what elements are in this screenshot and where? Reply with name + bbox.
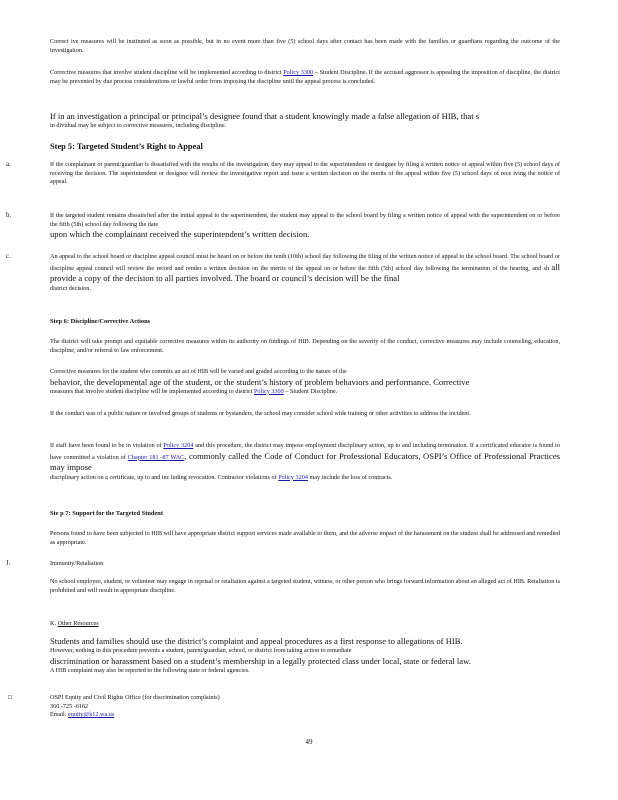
text: Other Resources	[57, 620, 99, 627]
corrective-actions-para: The district will take prompt and equitable corrective measures within its authority on findings of HIB. Depending on the severity of the conduct, corrective measures may include counseling, education, discipline, and/or referral to law enforcement.	[50, 338, 560, 354]
text: K.	[50, 620, 57, 627]
text: behavior, the developmental age of the student, or the student’s history of problem behaviors and performance. Corrective	[50, 376, 470, 387]
text: – Student Discipline.	[283, 387, 338, 395]
checkbox-bullet-icon: □	[8, 694, 13, 701]
text: discrimination or harassment based on a student’s membership in a legally protected class under local, state or federal law.	[50, 655, 471, 666]
section-j-title	[50, 560, 560, 569]
policy-3300-link[interactable]: Policy 3300	[283, 69, 314, 76]
text: in dividual may be subject to corrective measures, including discipline.	[50, 122, 227, 129]
text: 360 -725 -6162	[50, 702, 89, 710]
text: OSPI Equity and Civil Rights Office (for discrimination complaints)	[50, 694, 220, 701]
text: district decision.	[50, 284, 91, 292]
page-number: 49	[305, 738, 313, 746]
text: upon which the complainant received the superintendent’s written decision.	[50, 229, 310, 240]
section-k-title	[50, 620, 560, 629]
item-c-label: c.	[6, 253, 11, 260]
support-para: Persons found to have been subjected to HIB will have appropriate district support services made available to them, and the adverse impact of the harassment on the student shall be addressed and remedied as appropriate.	[50, 530, 560, 546]
item-b-label: b.	[6, 212, 12, 219]
other-resources-para	[50, 636, 560, 675]
text: Immunity/Retaliation	[50, 560, 104, 567]
appeal-to-board	[50, 212, 560, 240]
ospi-email-link[interactable]: equity@k12.wa.us	[68, 711, 115, 719]
corrective-measures-discipline	[50, 69, 560, 86]
schoolwide-training-para: If the conduct was of a public nature or involved groups of students or bystanders, the school may consider school wide training or other activities to address the incident.	[50, 410, 471, 417]
text: , commonly called the Code of Conduct for Professional Educators, OSPI’s Office of Professional Practices may impose	[50, 450, 560, 473]
ospi-contact	[50, 694, 560, 720]
text: all provide a copy of the decision to all parties involved. The board or council’s decision will be the final	[50, 261, 560, 284]
text: Students and families should use the district’s complaint and appeal procedures as a first response to allegations of HIB.	[50, 636, 463, 646]
appeal-to-superintendent: If the complainant or parent/guardian is dissatisfied with the results of the investigation, they may appeal to the superintendent or designee by filing a written notice of appeal within five (5) school days of receiving the decision. The superintendent or designee will review the investigative report and issue a written decision on the merits of the appeal within five (5) school days of rece iving the notice of appeal.	[50, 161, 560, 186]
text: disciplinary action on a certificate, up to and inc luding revocation. Contractor violations of	[50, 473, 279, 481]
text: Email:	[50, 711, 69, 719]
text: An appeal to the school board or discipline appeal council must be heard on or before the tenth (10th) school day following the filing of the written notice of appeal to the school board. The school board or discipline appeal council will review the record and render a written decision on the merits of the appeal on or before the fifth (5th) school day following the termination of the hearing, and sh	[50, 253, 560, 272]
text: Corrective measures that involve student discipline will be implemented according to district	[50, 69, 284, 76]
text: If in an investigation a principal or principal’s designee found that a student knowingly made a false allegation of HIB, that s	[50, 111, 480, 121]
text: A HIB complaint may also be reported to the following state or federal agencies.	[50, 666, 250, 674]
step-5-heading: Step 5: Targeted Student’s Right to Appeal	[50, 142, 203, 151]
chapter-181-87-wac-link[interactable]: Chapter 181 -87 WAC	[127, 453, 185, 461]
text: If the targeted student remains dissatisfied after the initial appeal to the superintendent, the student may appeal to the school board by filing a written notice of appeal with the superintendent on or before the fifth (5th) school day following the date	[50, 212, 560, 228]
step-7-heading: Ste p 7: Support for the Targeted Student	[50, 510, 163, 517]
text: Corrective measures for the student who commits an act of HIB will be varied and graded according to the nature of the	[50, 368, 347, 375]
text: measures that involve student discipline will be implemented according to district	[50, 387, 254, 395]
policy-3204-link-2[interactable]: Policy 3204	[278, 473, 308, 481]
false-allegation-paragraph	[50, 111, 560, 131]
retaliation-para: No school employee, student, or volunteer may engage in reprisal or retaliation against a targeted student, witness, or other person who brings forward information about an alleged act of HIB. Retaliation is prohibited and will result in appropriate discipline.	[50, 578, 560, 594]
policy-3300-link-2[interactable]: Policy 3300	[253, 387, 284, 395]
board-hearing	[50, 253, 560, 293]
step-6-heading: Step 6: Discipline/Corrective Actions	[50, 318, 151, 325]
text: However, nothing in this procedure prevents a student, parent/guardian, school, or district from taking action to remediate	[50, 647, 352, 654]
corrective-measures-timing: Correct ive measures will be instituted as soon as possible, but in no event more than five (5) school days after contact has been made with the families or guardians regarding the outcome of the investigation.	[50, 38, 560, 54]
text: – Student Discipline. If the accused aggressor is appealing the imposition of discipline, the district may be prevented by due process considerations or lawful order from imposing the discipline until the appeal process is concluded.	[50, 69, 560, 85]
item-a-label: a.	[6, 161, 11, 168]
section-j-label: J.	[6, 560, 11, 567]
staff-violation-para	[50, 442, 560, 482]
text: may include the loss of contracts.	[307, 473, 393, 481]
graded-measures-para	[50, 368, 560, 396]
policy-3204-link[interactable]: Policy 3204	[163, 442, 194, 449]
text: and this procedure, the district may impose employment disciplinary action, up to and including termination. If a certificated educator is found to have committed a violation of	[50, 442, 560, 461]
text: If staff have been found to be in violation of	[50, 442, 164, 449]
